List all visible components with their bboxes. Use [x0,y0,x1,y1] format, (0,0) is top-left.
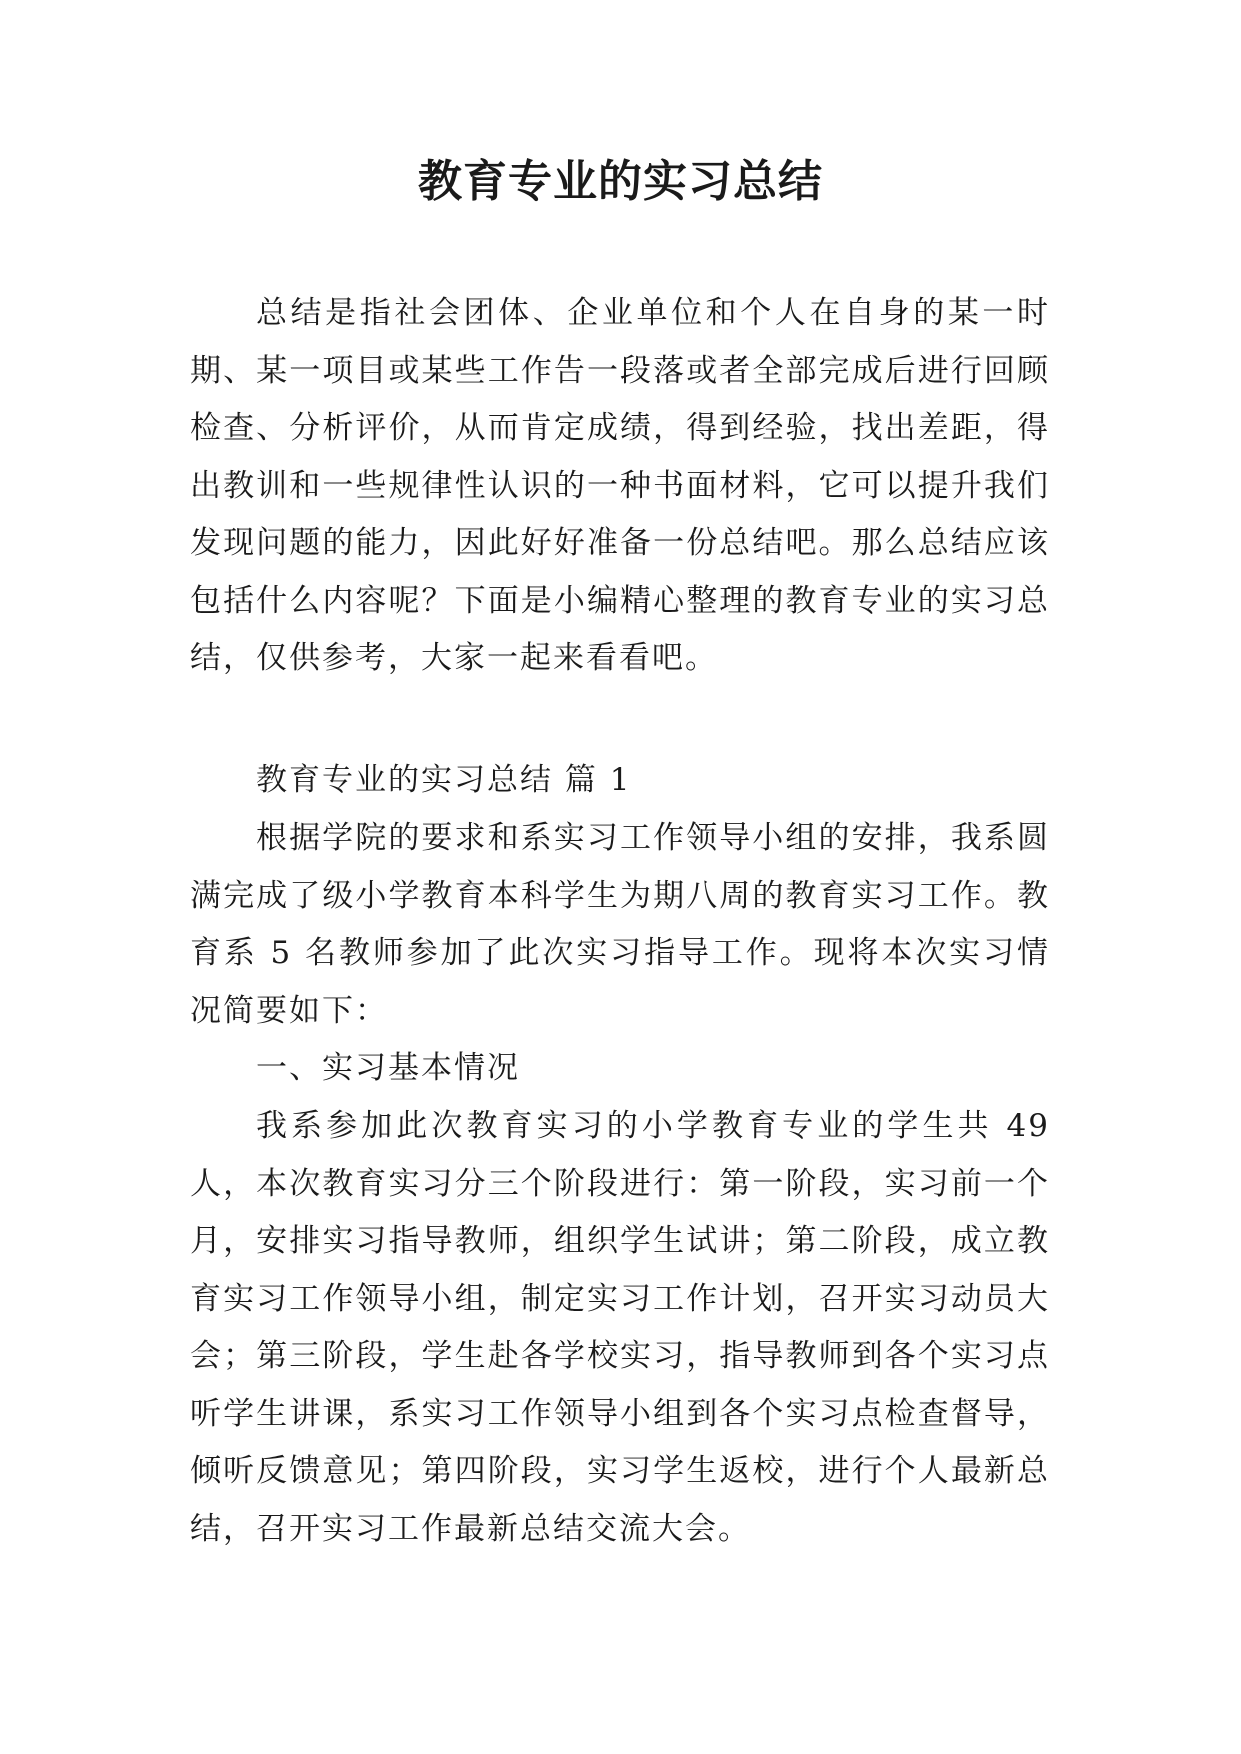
paragraph-1: 根据学院的要求和系实习工作领导小组的安排，我系圆满完成了级小学教育本科学生为期八周的教育实习工作。教育系 5 名教师参加了此次实习指导工作。现将本次实习情况简要如下： [190,820,1050,1029]
document-title: 教育专业的实习总结 [418,156,823,207]
section-title: 教育专业的实习总结 篇 1 [256,762,632,798]
heading-basic-situation: 一、实习基本情况 [256,1050,520,1086]
intro-paragraph: 总结是指社会团体、企业单位和个人在自身的某一时期、某一项目或某些工作告一段落或者全部完成后进行回顾检查、分析评价，从而肯定成绩，得到经验，找出差距，得出教训和一些规律性认识的一种书面材料，它可以提升我们发现问题的能力，因此好好准备一份总结吧。那么总结应该包括什么内容呢？下面是小编精心整理的教育专业的实习总结，仅供参考，大家一起来看看吧。 [190,295,1050,676]
paragraph-2: 我系参加此次教育实习的小学教育专业的学生共 49 人，本次教育实习分三个阶段进行：第一阶段，实习前一个月，安排实习指导教师，组织学生试讲；第二阶段，成立教育实习工作领导小组，制定实习工作计划，召开实习动员大会；第三阶段，学生赴各学校实习，指导教师到各个实习点听学生讲课，系实习工作领导小组到各个实习点检查督导，倾听反馈意见；第四阶段，实习学生返校，进行个人最新总结，召开实习工作最新总结交流大会。 [190,1108,1050,1547]
